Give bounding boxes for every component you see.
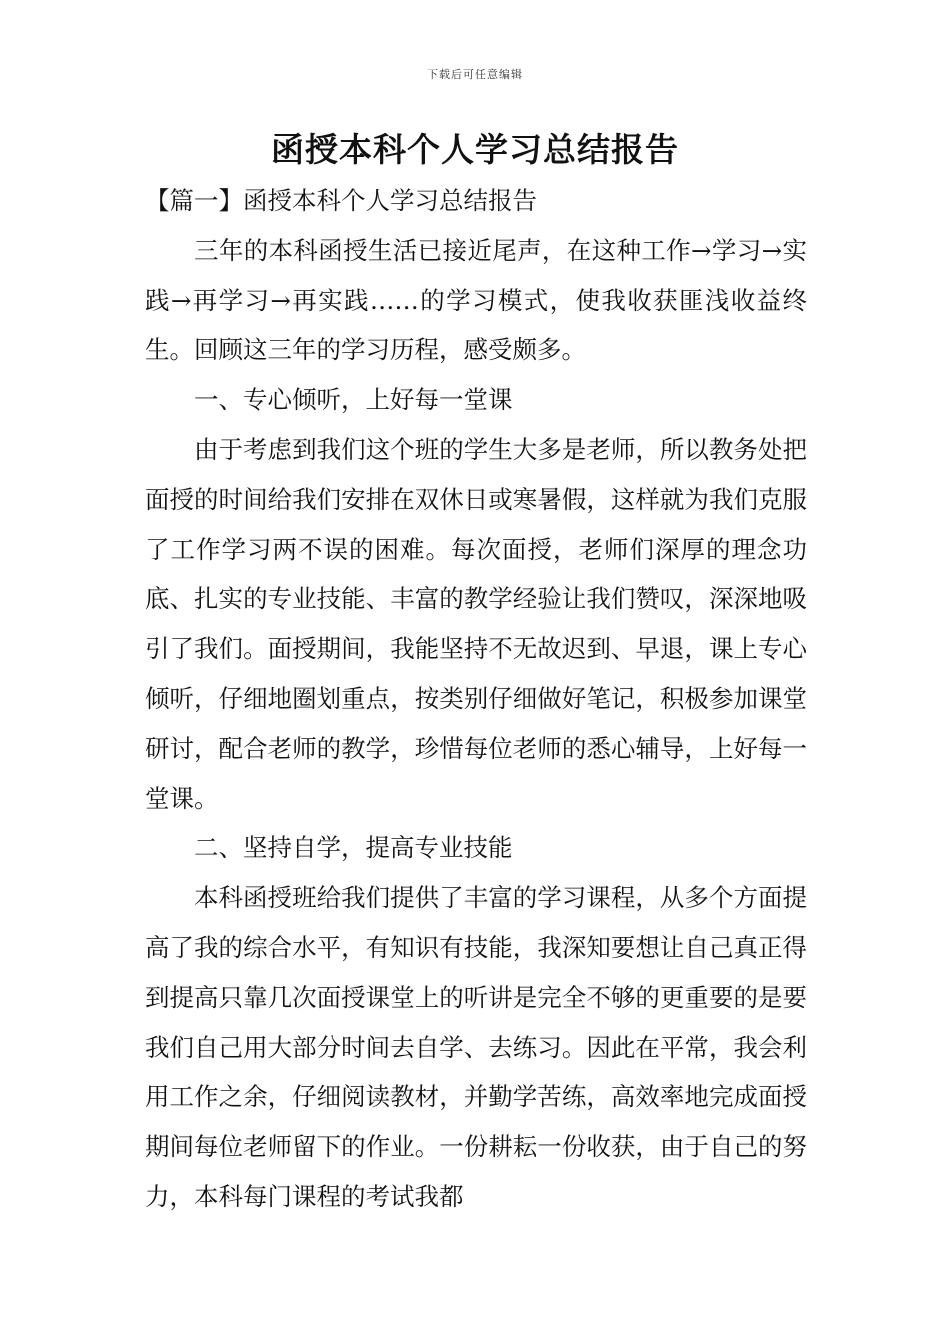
paragraph-intro: 三年的本科函授生活已接近尾声，在这种工作→学习→实践→再学习→再实践……的学习模式，使我收获匪浅收益终生。回顾这三年的学习历程，感受颇多。 bbox=[145, 235, 807, 365]
paragraph-section-1: 由于考虑到我们这个班的学生大多是老师，所以教务处把面授的时间给我们安排在双休日或寒暑假，这样就为我们克服了工作学习两不误的困难。每次面授，老师们深厚的理念功底、扎实的专业技能、丰富的教学经验让我们赞叹，深深地吸引了我们。面授期间，我能坚持不无故迟到、早退，课上专心倾听，仔细地圈划重点，按类别仔细做好笔记，积极参加课堂研讨，配合老师的教学，珍惜每位老师的悉心辅导，上好每一堂课。 bbox=[145, 434, 807, 813]
section-subtitle: 【篇一】函授本科个人学习总结报告 bbox=[145, 186, 537, 215]
header-note: 下载后可任意编辑 bbox=[427, 68, 523, 81]
section-heading-1: 一、专心倾听，上好每一堂课 bbox=[194, 385, 513, 415]
document-body bbox=[145, 176, 807, 1222]
document-title: 函授本科个人学习总结报告 bbox=[271, 130, 679, 169]
section-heading-2: 二、坚持自学，提高专业技能 bbox=[194, 833, 513, 863]
paragraph-section-2: 本科函授班给我们提供了丰富的学习课程，从多个方面提高了我的综合水平，有知识有技能，我深知要想让自己真正得到提高只靠几次面授课堂上的听讲是完全不够的更重要的是要我们自己用大部分时间去自学、去练习。因此在平常，我会利用工作之余，仔细阅读教材，并勤学苦练，高效率地完成面授期间每位老师留下的作业。一份耕耘一份收获，由于自己的努力，本科每门课程的考试我都 bbox=[145, 883, 807, 1211]
